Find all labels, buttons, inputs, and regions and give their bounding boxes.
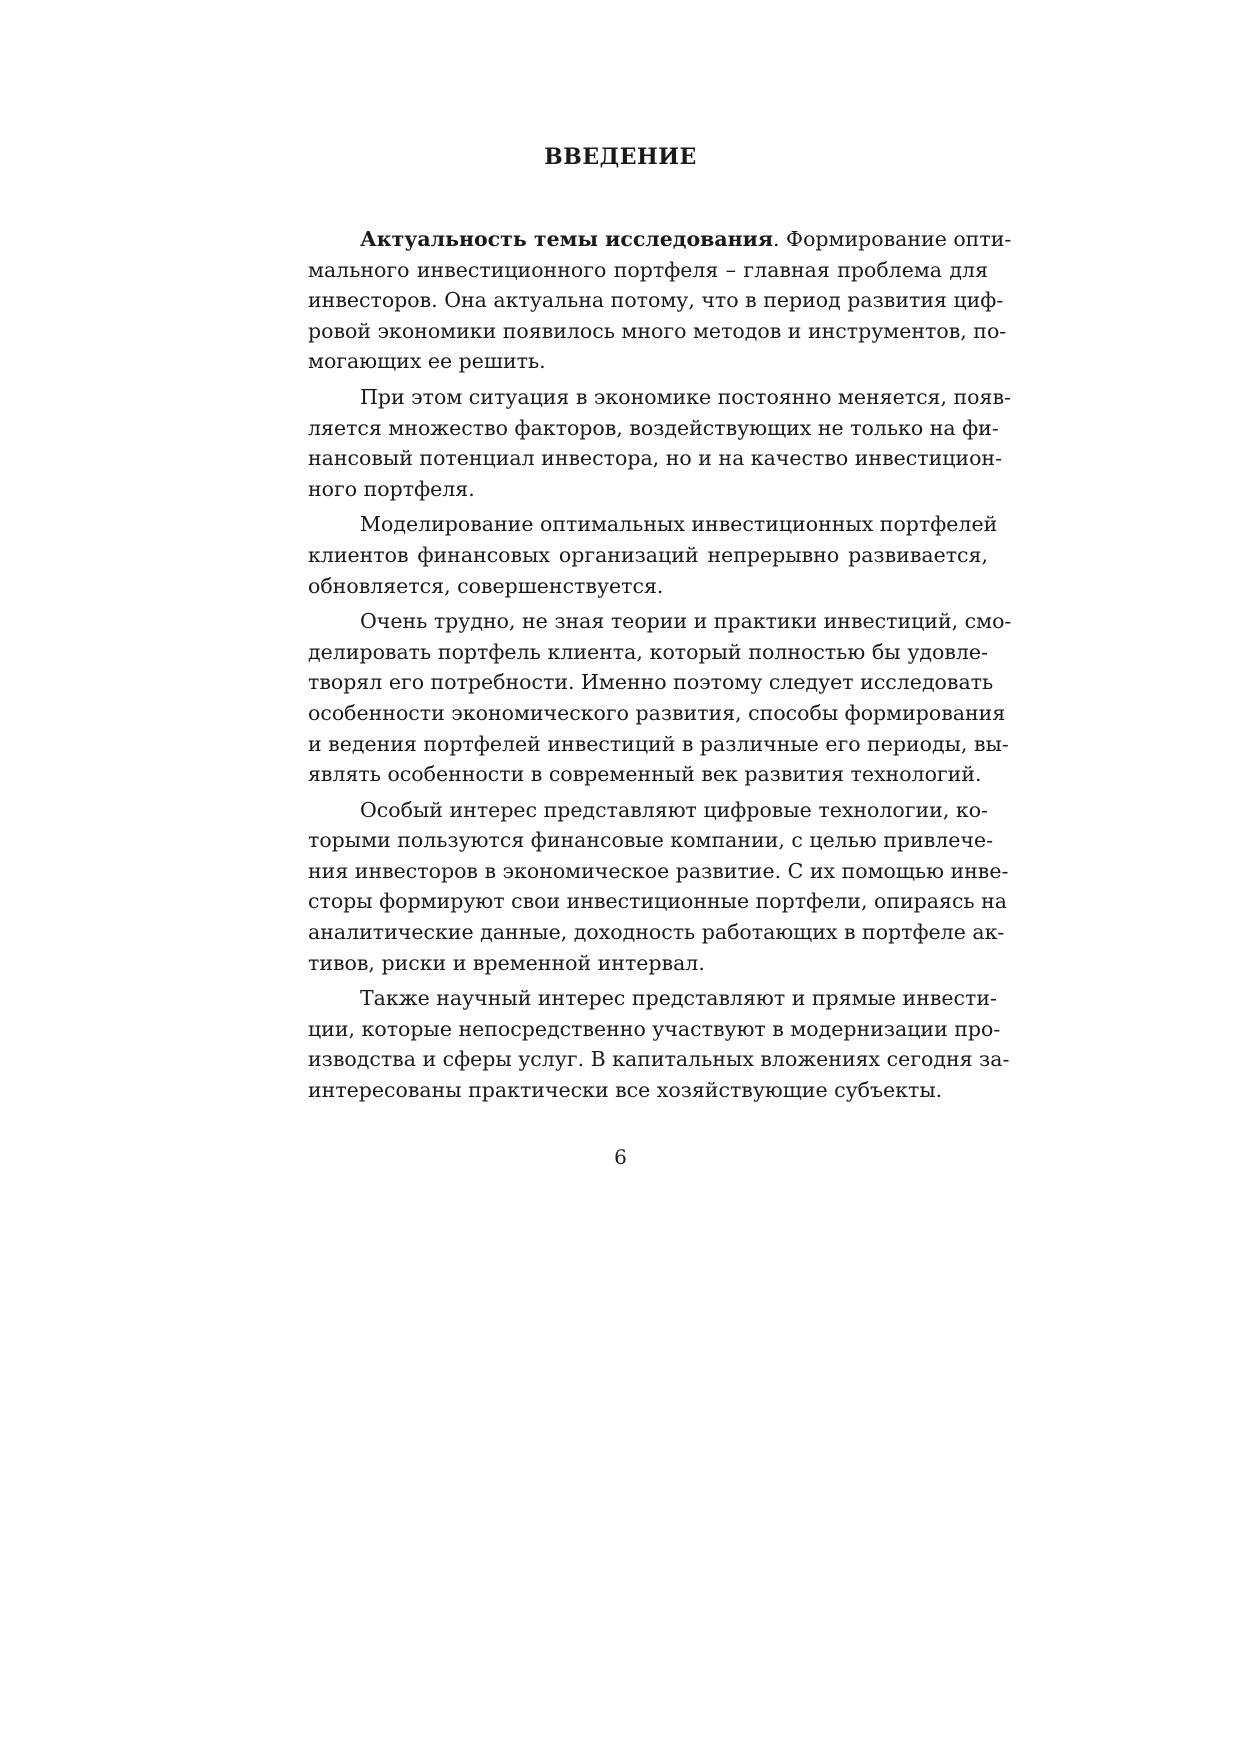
text-line: особенности экономического развития, способы формирования — [308, 700, 1006, 725]
paragraph-situation — [308, 382, 1011, 504]
text-line: сторы формируют свои инвестиционные портфели, опираясь на — [308, 889, 1007, 914]
text-line: изводства и сферы услуг. В капитальных вложениях сегодня за- — [308, 1047, 1010, 1072]
text-line: мального инвестиционного портфеля – главная проблема для — [308, 257, 988, 282]
text-line: Особый интерес представляют цифровые технологии, ко- — [360, 797, 988, 822]
body-text — [308, 224, 1012, 1106]
text-line: Также научный интерес представляют и прямые инвести- — [360, 986, 997, 1011]
text-line: являть особенности в современный век развития технологий. — [308, 762, 982, 787]
text-line: могающих ее решить. — [308, 349, 546, 374]
text-line: ровой экономики появилось много методов и инструментов, по- — [308, 318, 1007, 343]
text-line: торыми пользуются финансовые компании, с целью привлече- — [308, 828, 994, 853]
paragraph-modeling — [308, 509, 998, 601]
line-text: . Формирование опти- — [773, 227, 1012, 251]
paragraph-direct-investment — [308, 983, 1010, 1105]
text-line: аналитические данные, доходность работающих в портфеле ак- — [308, 920, 1005, 945]
text-line: Очень трудно, не зная теории и практики инвестиций, смо- — [360, 609, 1012, 634]
lead-bold-phrase: Актуальность темы исследования — [360, 227, 774, 251]
text-line: ного портфеля. — [308, 476, 475, 501]
paragraph-relevance — [308, 224, 1012, 377]
text-line: При этом ситуация в экономике постоянно меняется, появ- — [360, 384, 1011, 409]
text-line: ния инвесторов в экономическое развитие. С их помощью инве- — [308, 858, 1009, 883]
text-line: клиентов финансовых организаций непрерывно развивается, — [308, 542, 988, 567]
text-line: обновляется, совершенствуется. — [308, 573, 664, 598]
text-line: ляется множество факторов, воздействующих не только на фи- — [308, 415, 999, 440]
page-title: ВВЕДЕНИЕ — [544, 144, 697, 170]
page-number: 6 — [614, 1145, 627, 1169]
text-line: творял его потребности. Именно поэтому следует исследовать — [308, 670, 994, 695]
text-line: и ведения портфелей инвестиций в различные его периоды, вы- — [308, 731, 1009, 756]
text-line: ции, которые непосредственно участвуют в модернизации про- — [308, 1016, 1001, 1041]
text-line: тивов, риски и временной интервал. — [308, 950, 705, 975]
text-line — [308, 224, 1012, 255]
text-line: делировать портфель клиента, который полностью бы удовле- — [308, 639, 988, 664]
text-line: интересованы практически все хозяйствующие субъекты. — [308, 1078, 943, 1103]
paragraph-digital — [308, 795, 1009, 979]
text-line: инвесторов. Она актуальна потому, что в период развития циф- — [308, 288, 1004, 313]
text-line: Моделирование оптимальных инвестиционных портфелей — [360, 512, 998, 537]
text-line: нансовый потенциал инвестора, но и на качество инвестицион- — [308, 446, 1003, 471]
paragraph-theory — [308, 606, 1012, 790]
